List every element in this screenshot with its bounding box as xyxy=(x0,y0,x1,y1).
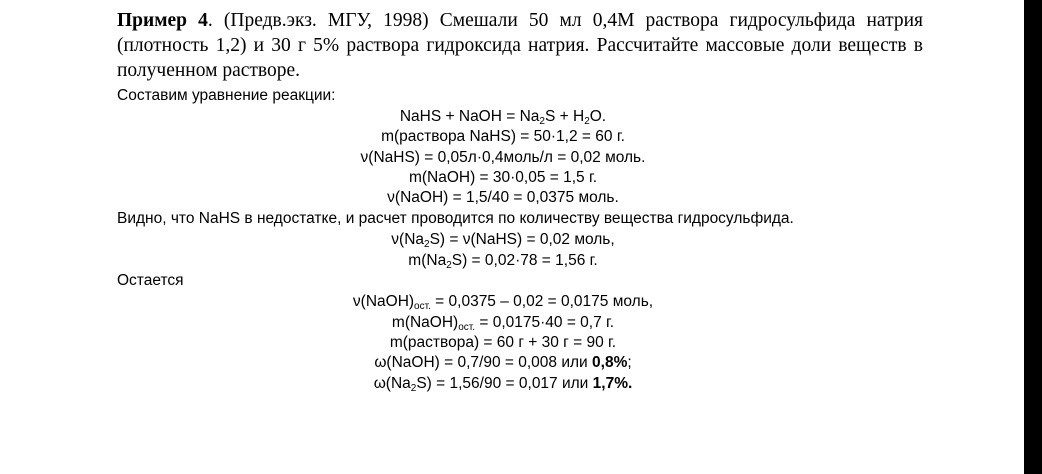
mass-na2s xyxy=(117,251,889,271)
mass-solution-total: m(раствора) = 60 г + 30 г = 90 г. xyxy=(389,334,617,351)
moles-naoh-left xyxy=(117,292,889,312)
mass-naoh-left xyxy=(117,313,889,333)
example-label: Пример 4 xyxy=(117,10,208,31)
equation-subscript: 2 xyxy=(584,116,590,127)
equation-part: S + H xyxy=(544,108,585,125)
formula-part: S) = 0,02·78 = 1,56 г. xyxy=(451,252,598,269)
solution-intro: Составим уравнение реакции: xyxy=(117,87,336,104)
example-label-punct: . xyxy=(207,10,224,31)
formula-part: m(NaOH) xyxy=(391,314,459,331)
mass-solution-nahs: m(раствора NaHS) = 50·1,2 = 60 г. xyxy=(381,128,625,145)
formula-subscript: 2 xyxy=(410,383,417,394)
reaction-equation xyxy=(117,107,889,127)
formula-subscript: 2 xyxy=(424,239,430,250)
moles-na2s xyxy=(117,230,889,250)
formula-subscript: ост. xyxy=(414,301,431,312)
mass-naoh: m(NaOH) = 30·0,05 = 1,5 г. xyxy=(408,169,598,186)
formula-part: S) = ν(NaHS) = 0,02 моль, xyxy=(429,231,615,248)
moles-naoh: ν(NaOH) = 1,5/40 = 0,0375 моль. xyxy=(387,189,619,206)
formula-part: S) = 1,56/90 = 0,017 или xyxy=(416,375,593,392)
formula-part: ; xyxy=(627,354,632,371)
equation-part: O. xyxy=(589,108,607,125)
answer-value: 0,8% xyxy=(592,354,628,371)
formula-part: ω(NaOH) = 0,7/90 = 0,008 или xyxy=(374,354,593,371)
formula-part: ν(NaOH) xyxy=(352,293,415,310)
equation-part: NaHS + NaOH = Na xyxy=(399,108,540,125)
omega-na2s xyxy=(117,374,889,394)
remains-label: Остается xyxy=(117,272,184,289)
moles-nahs: ν(NaHS) = 0,05л·0,4моль/л = 0,02 моль. xyxy=(360,149,646,166)
omega-naoh xyxy=(117,353,889,373)
problem-text: (Предв.экз. МГУ, 1998) Смешали 50 мл 0,4М раствора гидросульфида натрия (плотность 1,2) и 30 г 5% раствора гидроксида натрия. Рассчитайте массовые доли веществ в полученном растворе. xyxy=(117,10,923,81)
answer-value: 1,7%. xyxy=(592,375,633,392)
formula-subscript: ост. xyxy=(458,322,476,333)
equation-subscript: 2 xyxy=(539,116,545,127)
formula-part: m(Na xyxy=(408,252,447,269)
formula-part: ω(Na xyxy=(373,375,411,392)
formula-part: ν(Na xyxy=(391,231,425,248)
formula-part: = 0,0175·40 = 0,7 г. xyxy=(475,314,615,331)
right-edge-border xyxy=(1024,0,1042,474)
problem-statement xyxy=(117,8,923,83)
conclusion-text: Видно, что NaHS в недостатке, и расчет проводится по количеству вещества гидросульфида. xyxy=(117,210,794,227)
formula-subscript: 2 xyxy=(446,260,452,271)
formula-part: = 0,0375 – 0,02 = 0,0175 моль, xyxy=(430,293,654,310)
